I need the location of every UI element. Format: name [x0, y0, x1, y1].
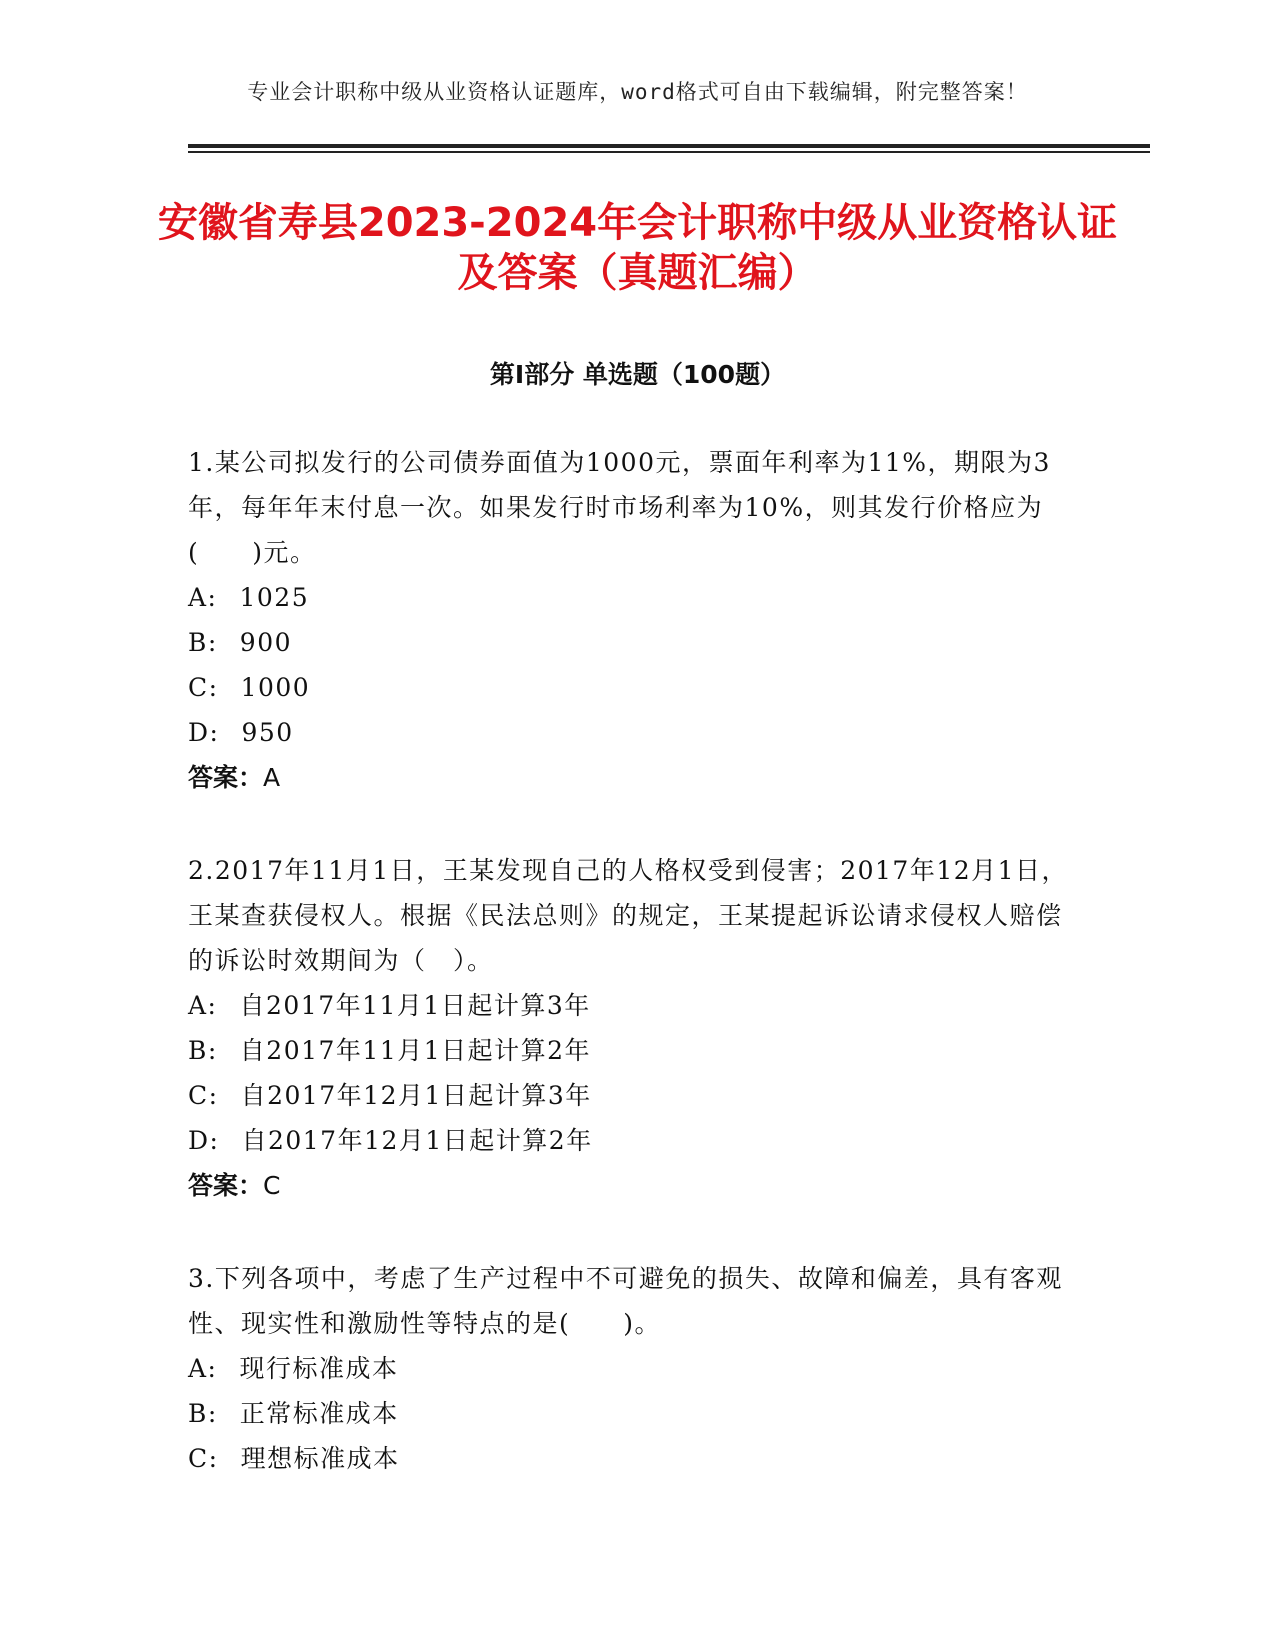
option-letter: D: — [188, 1126, 220, 1155]
option-text: 1000 — [240, 673, 311, 702]
option-b — [188, 1391, 1088, 1436]
header-divider-thin — [188, 151, 1150, 153]
section-title: 第Ⅰ部分 单选题（100题） — [489, 360, 786, 389]
answer-value: C — [263, 1171, 281, 1200]
answer-label: 答案： — [188, 763, 264, 792]
option-text: 理想标准成本 — [240, 1444, 400, 1473]
option-letter: A: — [188, 1354, 218, 1383]
option-text: 1025 — [239, 583, 310, 612]
answer-value: A — [263, 763, 281, 792]
answer-line — [188, 1163, 1088, 1208]
header-divider-thick — [188, 144, 1150, 148]
option-d — [188, 1118, 1088, 1163]
option-letter: B: — [188, 628, 218, 657]
option-text: 自2017年11月1日起计算3年 — [239, 991, 591, 1020]
question-1 — [188, 440, 1088, 800]
option-d — [188, 710, 1088, 755]
question-stem: 3.下列各项中，考虑了生产过程中不可避免的损失、故障和偏差，具有客观性、现实性和激励性等特点的是( )。 — [188, 1264, 1063, 1338]
option-c — [188, 1073, 1088, 1118]
answer-line — [188, 755, 1088, 800]
option-letter: C: — [188, 673, 219, 702]
answer-label: 答案： — [188, 1171, 264, 1200]
option-a — [188, 1346, 1088, 1391]
option-a — [188, 983, 1088, 1028]
option-letter: D: — [188, 718, 220, 747]
option-c — [188, 665, 1088, 710]
option-text: 正常标准成本 — [239, 1399, 399, 1428]
option-text: 自2017年12月1日起计算3年 — [240, 1081, 592, 1110]
option-letter: B: — [188, 1399, 218, 1428]
option-letter: B: — [188, 1036, 218, 1065]
option-text: 900 — [239, 628, 293, 657]
option-text: 现行标准成本 — [239, 1354, 399, 1383]
option-b — [188, 620, 1088, 665]
option-letter: C: — [188, 1444, 219, 1473]
question-stem: 1.某公司拟发行的公司债券面值为1000元，票面年利率为11%，期限为3年，每年年末付息一次。如果发行时市场利率为10%，则其发行价格应为( )元。 — [188, 448, 1051, 567]
option-letter: C: — [188, 1081, 219, 1110]
question-2 — [188, 848, 1088, 1208]
option-a — [188, 575, 1088, 620]
option-letter: A: — [188, 991, 218, 1020]
option-text: 自2017年12月1日起计算2年 — [241, 1126, 593, 1155]
question-stem: 2.2017年11月1日，王某发现自己的人格权受到侵害；2017年12月1日，王某查获侵权人。根据《民法总则》的规定，王某提起诉讼请求侵权人赔偿的诉讼时效期间为（ ）。 — [188, 856, 1069, 975]
option-text: 自2017年11月1日起计算2年 — [239, 1036, 592, 1065]
question-list — [188, 440, 1088, 1481]
option-c — [188, 1436, 1088, 1481]
question-3 — [188, 1256, 1088, 1481]
header-note: 专业会计职称中级从业资格认证题库，word格式可自由下载编辑，附完整答案！ — [247, 80, 1028, 104]
option-letter: A: — [188, 583, 218, 612]
option-b — [188, 1028, 1088, 1073]
document-title: 安徽省寿县2023-2024年会计职称中级从业资格认证及答案（真题汇编） — [157, 200, 1118, 296]
option-text: 950 — [241, 718, 294, 747]
